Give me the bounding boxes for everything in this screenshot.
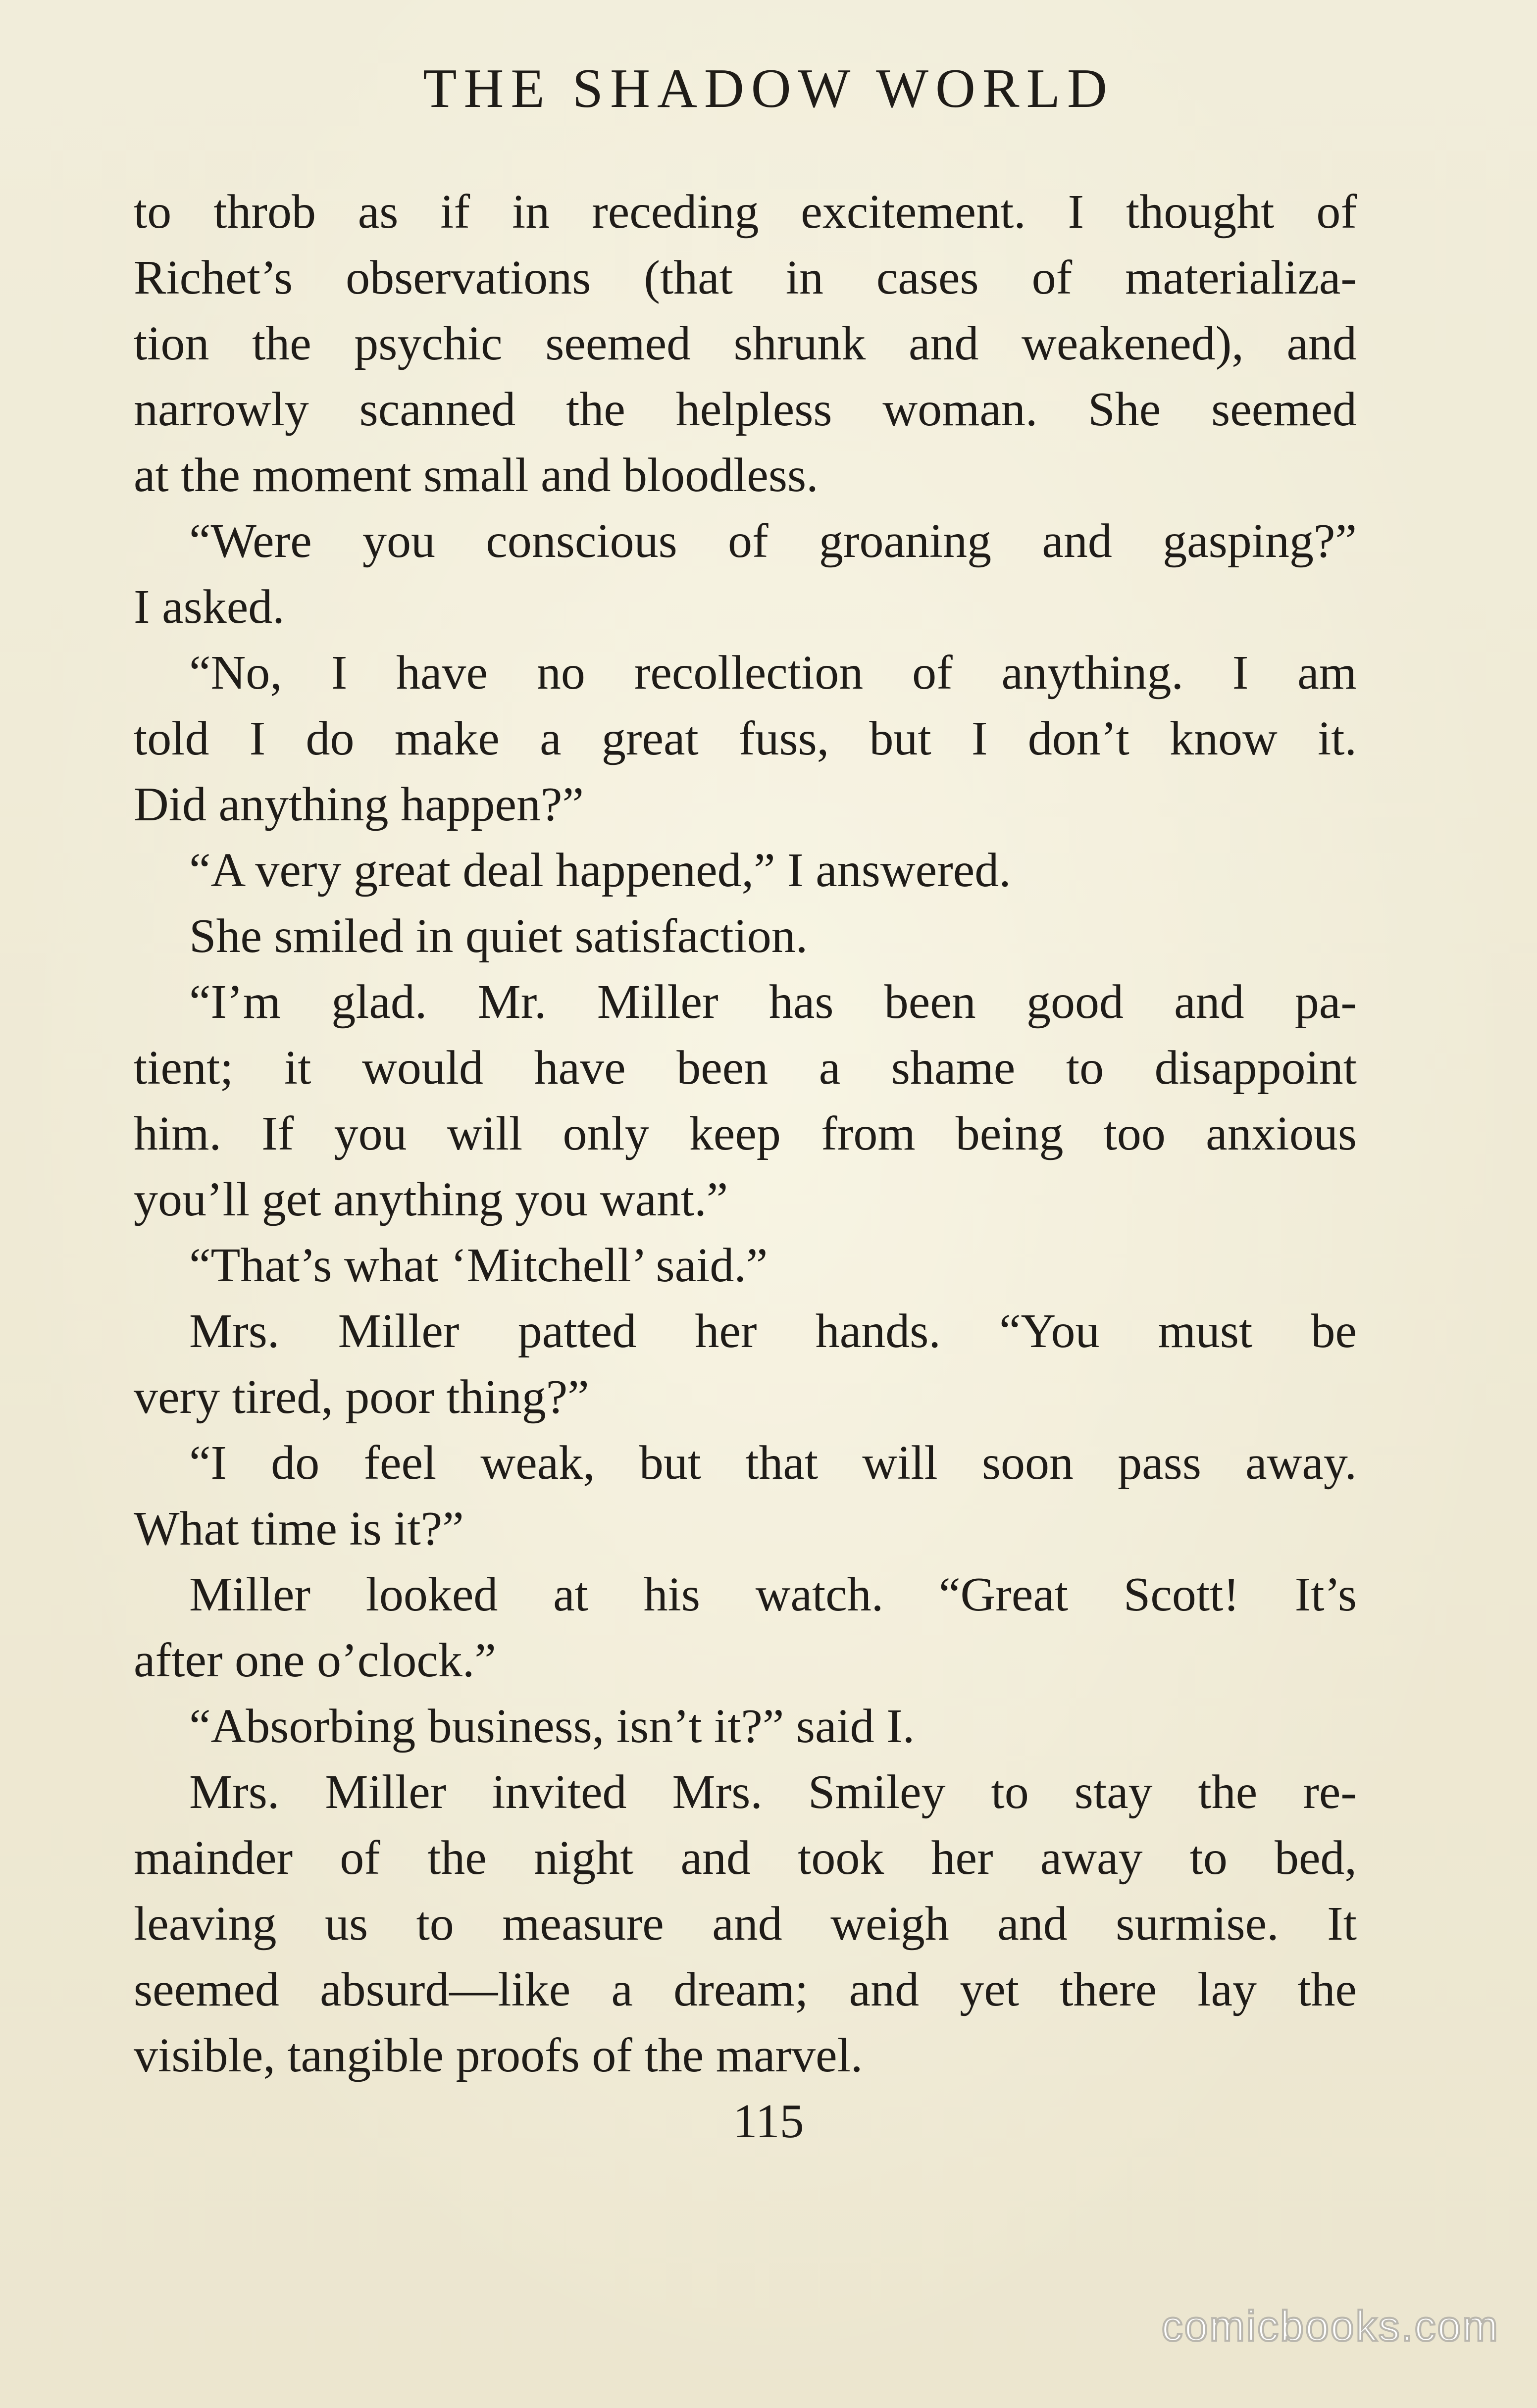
text-line: Mrs. Miller invited Mrs. Smiley to stay the re-: [189, 1765, 1357, 1819]
text-line: Miller looked at his watch. “Great Scott! It’s: [189, 1568, 1357, 1621]
text-line: “A very great deal happened,” I answered.: [189, 844, 1011, 897]
watermark: comicbooks.com: [1161, 2303, 1499, 2350]
text-line: She smiled in quiet satisfaction.: [189, 909, 808, 963]
text-line: visible, tangible proofs of the marvel.: [134, 2029, 863, 2082]
text-line: him. If you will only keep from being too anxious: [134, 1107, 1357, 1160]
page-number: 115: [733, 2095, 804, 2148]
text-line: tion the psychic seemed shrunk and weakened), and: [134, 317, 1357, 370]
text-line: “I’m glad. Mr. Miller has been good and pa-: [189, 975, 1357, 1029]
text-line: you’ll get anything you want.”: [134, 1173, 728, 1226]
text-line: at the moment small and bloodless.: [134, 449, 819, 502]
text-line: mainder of the night and took her away to bed,: [134, 1831, 1357, 1885]
text-line: Richet’s observations (that in cases of materializa-: [134, 251, 1357, 304]
running-head: THE SHADOW WORLD: [423, 58, 1114, 119]
body-text: [134, 179, 1357, 2089]
text-line: I asked.: [134, 580, 285, 634]
text-line: seemed absurd—like a dream; and yet there lay the: [134, 1963, 1357, 2016]
text-line: to throb as if in receding excitement. I thought of: [134, 185, 1357, 239]
text-line: Did anything happen?”: [134, 778, 584, 831]
text-line: narrowly scanned the helpless woman. She seemed: [134, 383, 1357, 436]
text-line: “No, I have no recollection of anything. I am: [189, 646, 1357, 700]
text-line: “I do feel weak, but that will soon pass away.: [189, 1436, 1357, 1490]
text-line: tient; it would have been a shame to disappoint: [134, 1041, 1357, 1095]
text-line: very tired, poor thing?”: [134, 1370, 589, 1424]
text-line: “That’s what ‘Mitchell’ said.”: [189, 1239, 768, 1292]
text-line: after one o’clock.”: [134, 1634, 496, 1687]
text-line: Mrs. Miller patted her hands. “You must be: [189, 1304, 1357, 1358]
text-line: “Absorbing business, isn’t it?” said I.: [189, 1700, 915, 1753]
text-line: told I do make a great fuss, but I don’t know it.: [134, 712, 1357, 765]
text-line: leaving us to measure and weigh and surmise. It: [134, 1897, 1357, 1951]
text-line: What time is it?”: [134, 1502, 464, 1555]
text-line: “Were you conscious of groaning and gasping?”: [189, 514, 1357, 568]
